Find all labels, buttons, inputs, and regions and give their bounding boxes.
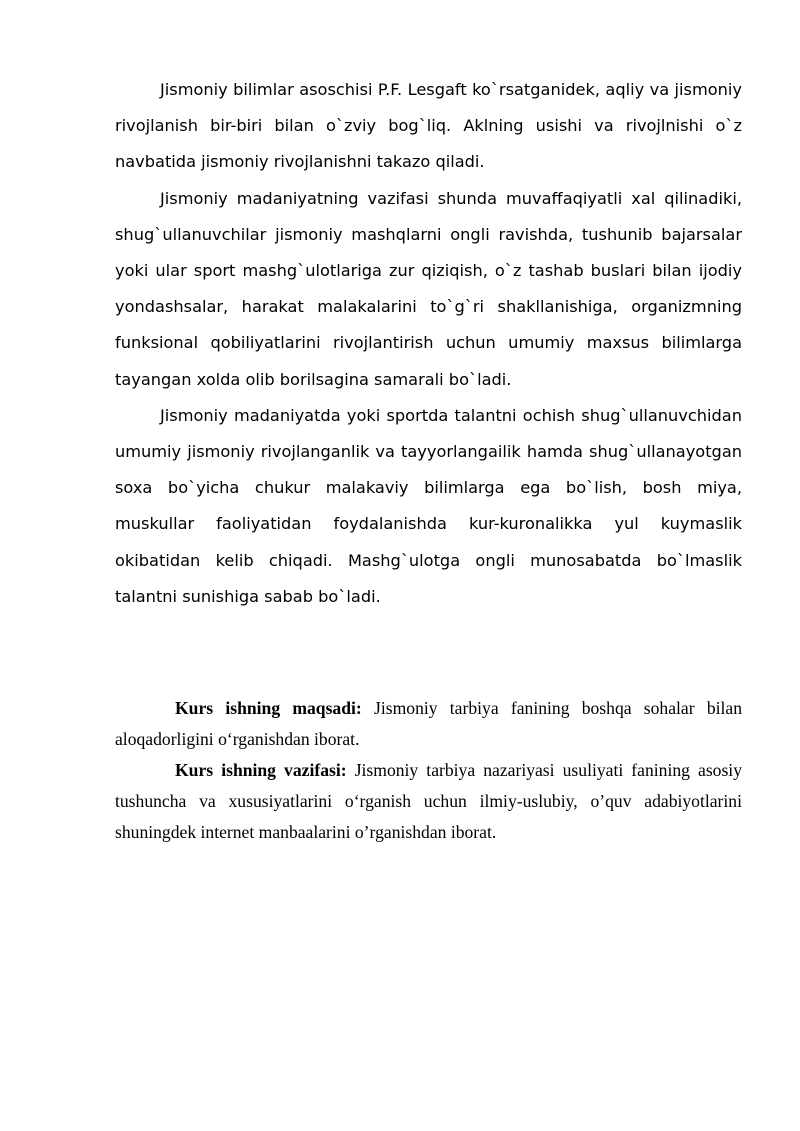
- course-goal-text: Jismoniy tarbiya fanining boshqa sohalar bilan aloqadorligini o‘rganishdan iborat.: [115, 698, 742, 750]
- paragraph-physical-culture-task: Jismoniy madaniyatning vazifasi shunda muvaffaqiyatli xal qilinadiki, shug`ullanuvchilar jismoniy mashqlarni ongli ravishda, tushunib bajarsalar yoki ular sport mashg`ulotlariga zur qiziqish, o`z tashab buslari bilan ijodiy yondashsalar, harakat malakalarini to`g`ri shakllanishiga, organizmning funksional qobiliyatlarini rivojlantirish uchun umumiy maxsus bilimlarga tayangan xolda olib borilsagina samarali bo`ladi.: [115, 188, 742, 389]
- course-task-text: Jismoniy tarbiya nazariyasi usuliyati fanining asosiy tushuncha va xususiyatlarini o‘rganish uchun ilmiy-uslubiy, o’quv adabiyotlarini shuningdek internet manbaalarini o’rganishdan iborat.: [115, 760, 742, 843]
- course-task-paragraph: [115, 755, 742, 848]
- course-goal-paragraph: [115, 693, 742, 755]
- paragraph-lesgaft: Jismoniy bilimlar asoschisi P.F. Lesgaft ko`rsatganidek, aqliy va jismoniy rivojlanish bir-biri bilan o`zviy bog`liq. Aklning usishi va rivojlnishi o`z navbatida jismoniy rivojlanishni takazo qiladi.: [115, 80, 742, 172]
- course-goal-label: Kurs ishning maqsadi:: [175, 698, 362, 719]
- course-task-label: Kurs ishning vazifasi:: [175, 760, 347, 781]
- document-page: [115, 72, 742, 848]
- section-gap: [115, 615, 742, 693]
- paragraph-talent: Jismoniy madaniyatda yoki sportda talantni ochish shug`ullanuvchidan umumiy jismoniy rivojlanganlik va tayyorlangailik hamda shug`ullanayotgan soxa bo`yicha chukur malakaviy bilimlarga ega bo`lish, bosh miya, muskullar faoliyatidan foydalanishda kur-kuronalikka yul kuymaslik okibatidan kelib chiqadi. Mashg`ulotga ongli munosabatda bo`lmaslik talantni sunishiga sabab bo`ladi.: [115, 405, 742, 606]
